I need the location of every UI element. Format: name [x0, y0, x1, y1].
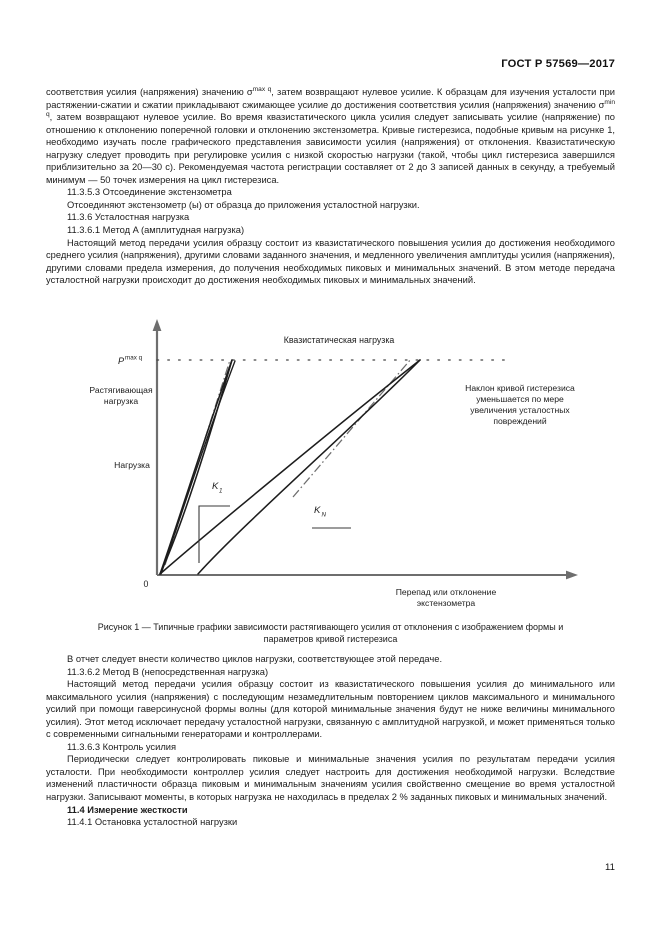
- page-header-standard-number: ГОСТ Р 57569—2017: [501, 58, 615, 70]
- chart-tangent-kn: [293, 359, 411, 497]
- figure-1-hysteresis-chart: [46, 313, 615, 613]
- chart-y-value-label-pmaxq-sup: max q: [125, 354, 143, 362]
- page-number: 11: [605, 862, 615, 873]
- superscript-max-q: max q: [252, 85, 272, 93]
- chart-y-axis-arrow: [153, 319, 162, 331]
- section-heading-11-3-6-2: 11.3.6.2 Метод В (непосредственная нагрузка): [67, 666, 269, 677]
- chart-annotation-line3: увеличения усталостных: [470, 405, 570, 415]
- paragraph-force-control: Периодически следует контролировать пиковые и минимальные значения усилия по результатам передачи усилия усталости. При необходимости контроллер усилия следует настроить для достижения необходимой нагрузки. Вследствие изменений пластичности образца пиковым и минимальным значениям усилия свойственно смещение во время усталостной нагрузки. Записывают моменты, в которых нагрузка не находилась в пределах 2 % заданных пиковых и минимальных значений.: [46, 754, 615, 803]
- chart-title-quasistatic-load: Квазистатическая нагрузка: [283, 335, 395, 345]
- section-text-report-cycles: В отчет следует внести количество циклов нагрузки, соответствующее этой передаче.: [67, 654, 443, 664]
- chart-annotation-line4: повреждений: [493, 416, 547, 426]
- chart-annotation-line1: Наклон кривой гистерезиса: [465, 383, 575, 393]
- paragraph-continued-part3: , затем возвращают нулевое усилие. Во время квазистатического цикла усилия следует записывать усилие (напряжение) по отношению к отклонению поперечной головки и отклонению экстензометра. Кривые гистерезиса, подобные кривым на рисунке 1, необходимо изучать после графического представления зависимости усилия (напряжения) от отклонения. Квазистатическую нагрузку следует проводить при регулировке усилия с низкой скоростью нагрузки (такой, чтобы цикл гистерезиса завершился приблизительно за 20—30 с). Рекомендуемая частота регистрации составляет от 2 до 3 записей данных в секунду, а требуемый минимум — 50 точек измерения на цикл гистерезиса.: [46, 112, 615, 185]
- body-text-bottom: [46, 653, 615, 829]
- figure-caption: [46, 621, 615, 645]
- chart-slope-label-k1-sub: 1: [219, 487, 223, 495]
- paragraph-method-b: Настоящий метод передачи усилия образцу состоит из квазистатического повышения усилия до минимального или максимального усилия (напряжения) с последующим незамедлительным повторением циклов максимального и минимального усилий при помощи гаверсинусной формы волны (для которой минимальные значения будут не ниже величины минимального усилия). Этот метод исключает передачу усталостной нагрузки, связанную с амплитудной нагрузкой, и может применяться только с современными сигнальными генераторами и контроллерами.: [46, 679, 615, 740]
- chart-loopN-unloading-branch: [198, 360, 420, 574]
- paragraph-continued-part2: , затем возвращают нулевое усилие. К образцам для изучения усталости при растяжении-сжатии и сжатии прикладывают сжимающее усилие до достижения соответствия усилия (напряжения) значению σ: [46, 87, 615, 110]
- chart-slope-label-k1: K: [212, 481, 219, 492]
- figure-caption-line2: параметров кривой гистерезиса: [263, 634, 398, 645]
- chart-y-value-label-pmaxq: P: [118, 356, 125, 366]
- chart-y-axis-label-line2: нагрузка: [103, 396, 139, 406]
- section-heading-11-4-1: 11.4.1 Остановка усталостной нагрузки: [67, 817, 238, 828]
- chart-y-axis-label-load: Нагрузка: [114, 460, 150, 470]
- chart-x-axis-arrow: [566, 571, 578, 580]
- chart-slope-label-kn: K: [314, 505, 321, 516]
- chart-y-axis-label-line1: Растягивающая: [89, 385, 153, 395]
- paragraph-continued-part1: соответствия усилия (напряжения) значению σ: [46, 87, 253, 97]
- chart-loop1-loading-branch: [160, 360, 232, 574]
- paragraph-continued: [46, 86, 615, 186]
- chart-x-axis-label-line2: экстензометра: [416, 598, 476, 608]
- chart-origin-label: 0: [143, 579, 149, 589]
- body-text-top: [46, 86, 615, 287]
- chart-annotation-line2: уменьшается по мере: [476, 394, 564, 404]
- section-heading-11-3-6-3: 11.3.6.3 Контроль усилия: [67, 741, 177, 752]
- superscript-min-q: min q: [46, 98, 615, 118]
- section-heading-11-4: 11.4 Измерение жесткости: [67, 804, 188, 815]
- chart-slope-label-kn-sub: N: [321, 511, 326, 519]
- section-heading-11-3-5-3: 11.3.5.3 Отсоединение экстензометра: [67, 187, 232, 198]
- section-text-extensometer-detach: Отсоединяют экстензометр (ы) от образца до приложения усталостной нагрузки.: [67, 199, 420, 210]
- section-heading-11-3-6: 11.3.6 Усталостная нагрузка: [67, 212, 190, 223]
- figure-caption-line1: Рисунок 1 — Типичные графики зависимости растягивающего усилия от отклонения с изображением формы и: [97, 622, 564, 632]
- section-heading-11-3-6-1: 11.3.6.1 Метод A (амплитудная нагрузка): [67, 225, 245, 236]
- chart-x-axis-label-line1: Перепад или отклонение: [395, 587, 497, 597]
- paragraph-method-a: Настоящий метод передачи усилия образцу состоит из квазистатического повышения усилия до достижения необходимого среднего усилия (напряжения), другими словами заданного значения, и медленного увеличения амплитуды усилия (напряжения), другими словами предела измерения, до получения необходимых пиковых и минимальных значений. В этом методе передача усталостной нагрузки происходит до достижения необходимых пиковых и минимальных значений.: [46, 237, 615, 286]
- chart-k1-bracket: [199, 506, 230, 563]
